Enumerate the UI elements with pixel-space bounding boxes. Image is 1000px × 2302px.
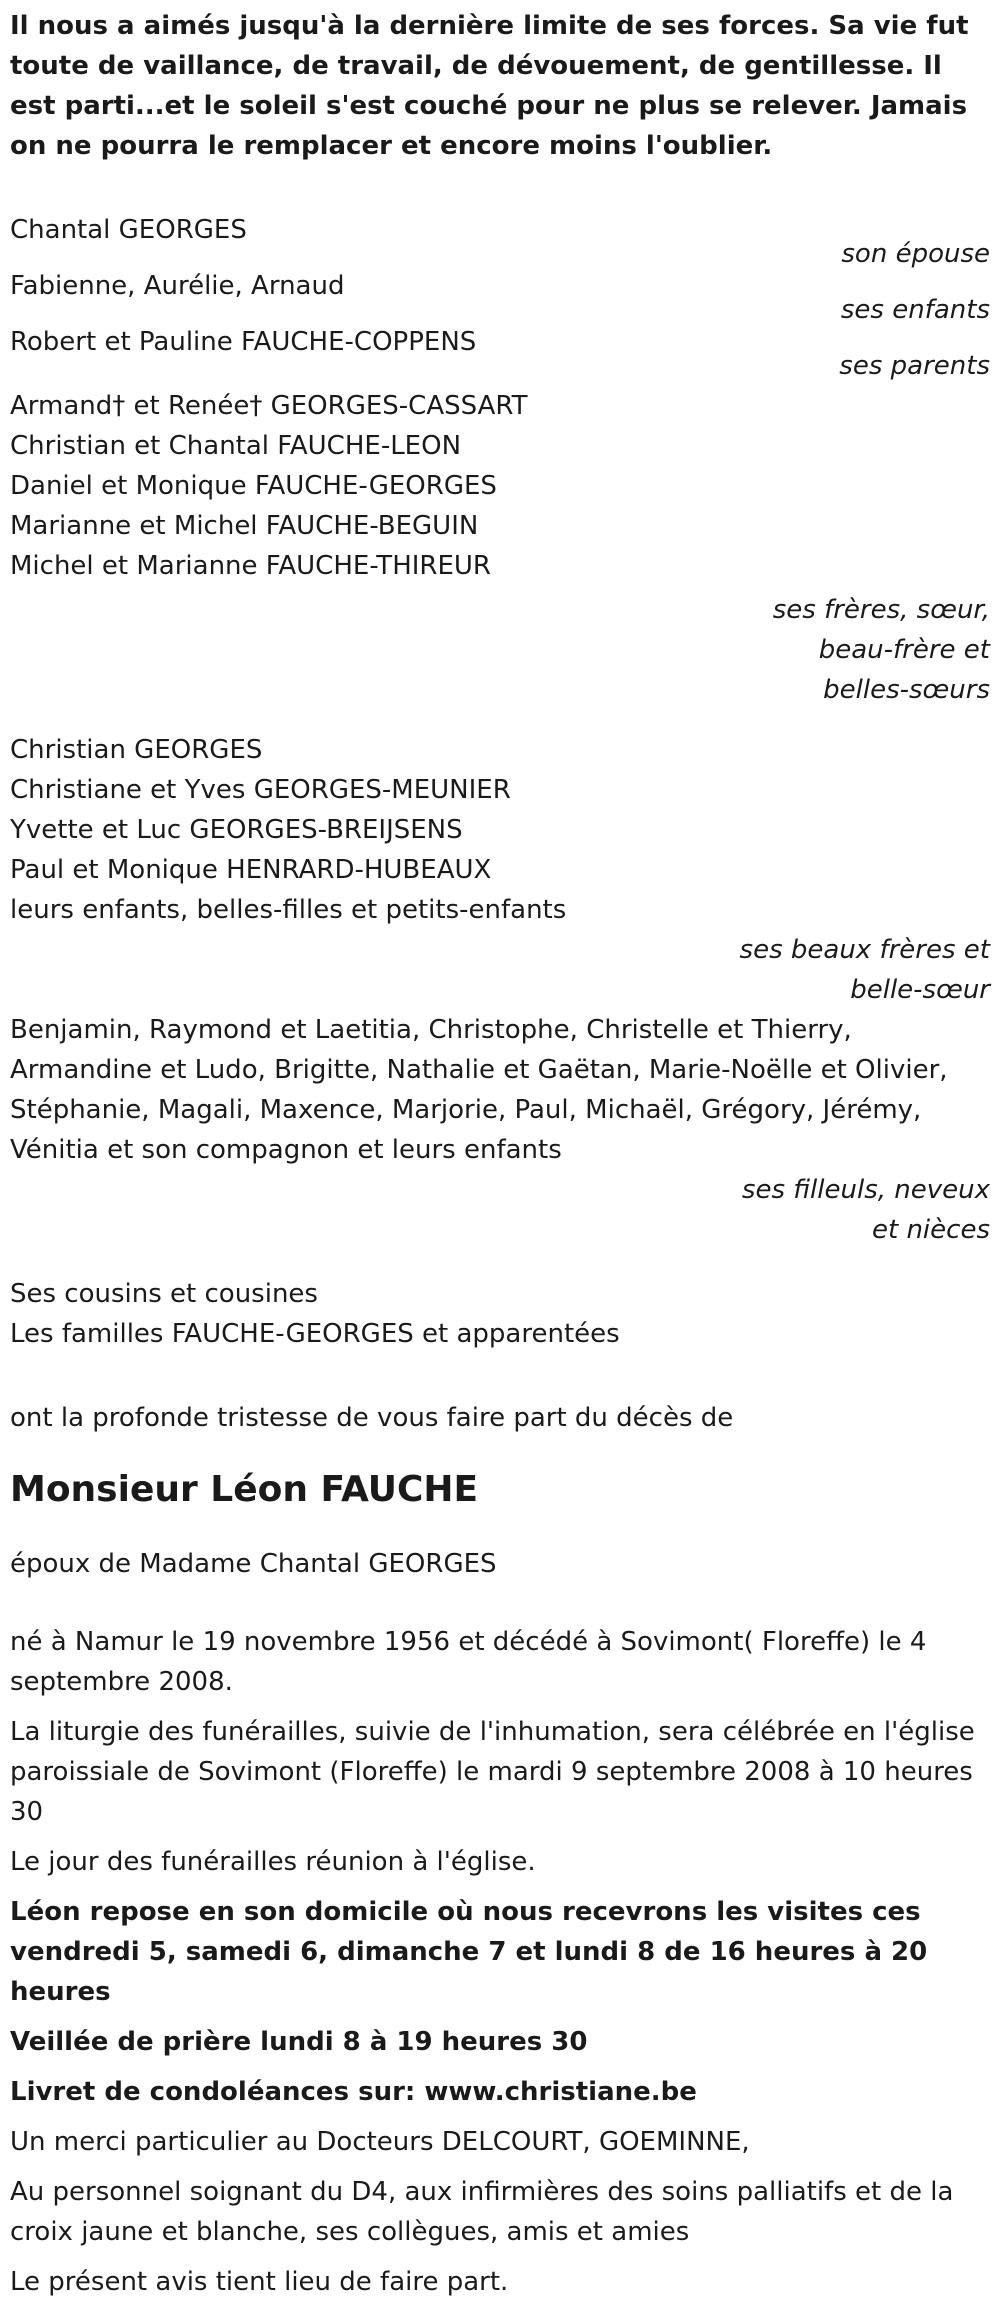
sibling-line: Armand† et Renée† GEORGES-CASSART [10,391,528,421]
condolences-text: Livret de condoléances sur: www.christiane.be [10,2077,697,2107]
in-laws-role-line: belle-sœur [850,975,990,1005]
sibling-line: Michel et Marianne FAUCHE-THIREUR [10,551,491,581]
closing-text: Le présent avis tient lieu de faire part. [10,2267,509,2297]
sibling-line: Marianne et Michel FAUCHE-BEGUIN [10,511,479,541]
intro-text: Il nous a aimés jusqu'à la dernière limite de ses forces. Sa vie fut toute de vaillance, de travail, de dévouement, de gentillesse. Il est parti...et le soleil s'est couché pour ne plus se relever. Jamais on ne pourra le remplacer et encore moins l'oublier. [10,11,969,161]
spouse-of-text: époux de Madame Chantal GEORGES [10,1549,497,1579]
parents-names: Robert et Pauline FAUCHE-COPPENS [10,327,477,357]
spouse-role: son épouse [841,239,990,269]
family-in-laws [10,730,990,1010]
in-law-line: Paul et Monique HENRARD-HUBEAUX [10,855,492,885]
in-laws-role-line: ses beaux frères et [739,935,990,965]
others-line: Les familles FAUCHE-GEORGES et apparentées [10,1319,620,1349]
in-law-line: leurs enfants, belles-filles et petits-enfants [10,895,567,925]
in-law-line: Yvette et Luc GEORGES-BREIJSENS [10,815,463,845]
godchildren-line: Benjamin, Raymond et Laetitia, Christophe, Christelle et Thierry, [10,1015,852,1045]
in-law-line: Christian GEORGES [10,735,263,765]
others-line: Ses cousins et cousines [10,1279,318,1309]
meeting-text: Le jour des funérailles réunion à l'église. [10,1847,536,1877]
thanks-doctors-text: Un merci particulier au Docteurs DELCOURT, GOEMINNE, [10,2127,750,2157]
visits-text: Léon repose en son domicile où nous recevrons les visites ces vendredi 5, samedi 6, dimanche 7 et lundi 8 de 16 heures à 20 heures [10,1897,928,2007]
godchildren-line: Armandine et Ludo, Brigitte, Nathalie et Gaëtan, Marie-Noëlle et Olivier, [10,1055,948,1085]
sibling-line: Christian et Chantal FAUCHE-LEON [10,431,462,461]
siblings-role-line: beau-frère et [818,635,990,665]
thanks-staff-text: Au personnel soignant du D4, aux infirmières des soins palliatifs et de la croix jaune et blanche, ses collègues, amis et amies [10,2177,954,2247]
in-law-line: Christiane et Yves GEORGES-MEUNIER [10,775,511,805]
obituary-page [0,6,1000,2302]
family-siblings [10,386,990,710]
godchildren-role-line: ses filleuls, neveux [741,1175,990,1205]
children-names: Fabienne, Aurélie, Arnaud [10,271,345,301]
birth-death-text: né à Namur le 19 novembre 1956 et décédé à Sovimont( Floreffe) le 4 septembre 2008. [10,1627,927,1697]
vigil-text: Veillée de prière lundi 8 à 19 heures 30 [10,2027,588,2057]
parents-role: ses parents [839,351,990,381]
spouse-name: Chantal GEORGES [10,215,247,245]
family-others [10,1274,990,1354]
children-role: ses enfants [840,295,990,325]
family-spouse [10,210,990,274]
godchildren-line: Vénitia et son compagnon et leurs enfants [10,1135,562,1165]
family-godchildren [10,1010,990,1250]
siblings-role-line: belles-sœurs [823,675,990,705]
godchildren-line: Stéphanie, Magali, Maxence, Marjorie, Paul, Michaël, Grégory, Jérémy, [10,1095,922,1125]
family-children [10,266,990,330]
liturgy-text: La liturgie des funérailles, suivie de l'inhumation, sera célébrée en l'église paroissiale de Sovimont (Floreffe) le mardi 9 septembre 2008 à 10 heures 30 [10,1717,975,1827]
godchildren-role-line: et nièces [872,1215,990,1245]
announcement-text: ont la profonde tristesse de vous faire part du décès de [10,1403,734,1433]
siblings-role-line: ses frères, sœur, [772,595,990,625]
deceased-name: Monsieur Léon FAUCHE [10,1469,479,1510]
family-parents [10,322,990,386]
sibling-line: Daniel et Monique FAUCHE-GEORGES [10,471,497,501]
